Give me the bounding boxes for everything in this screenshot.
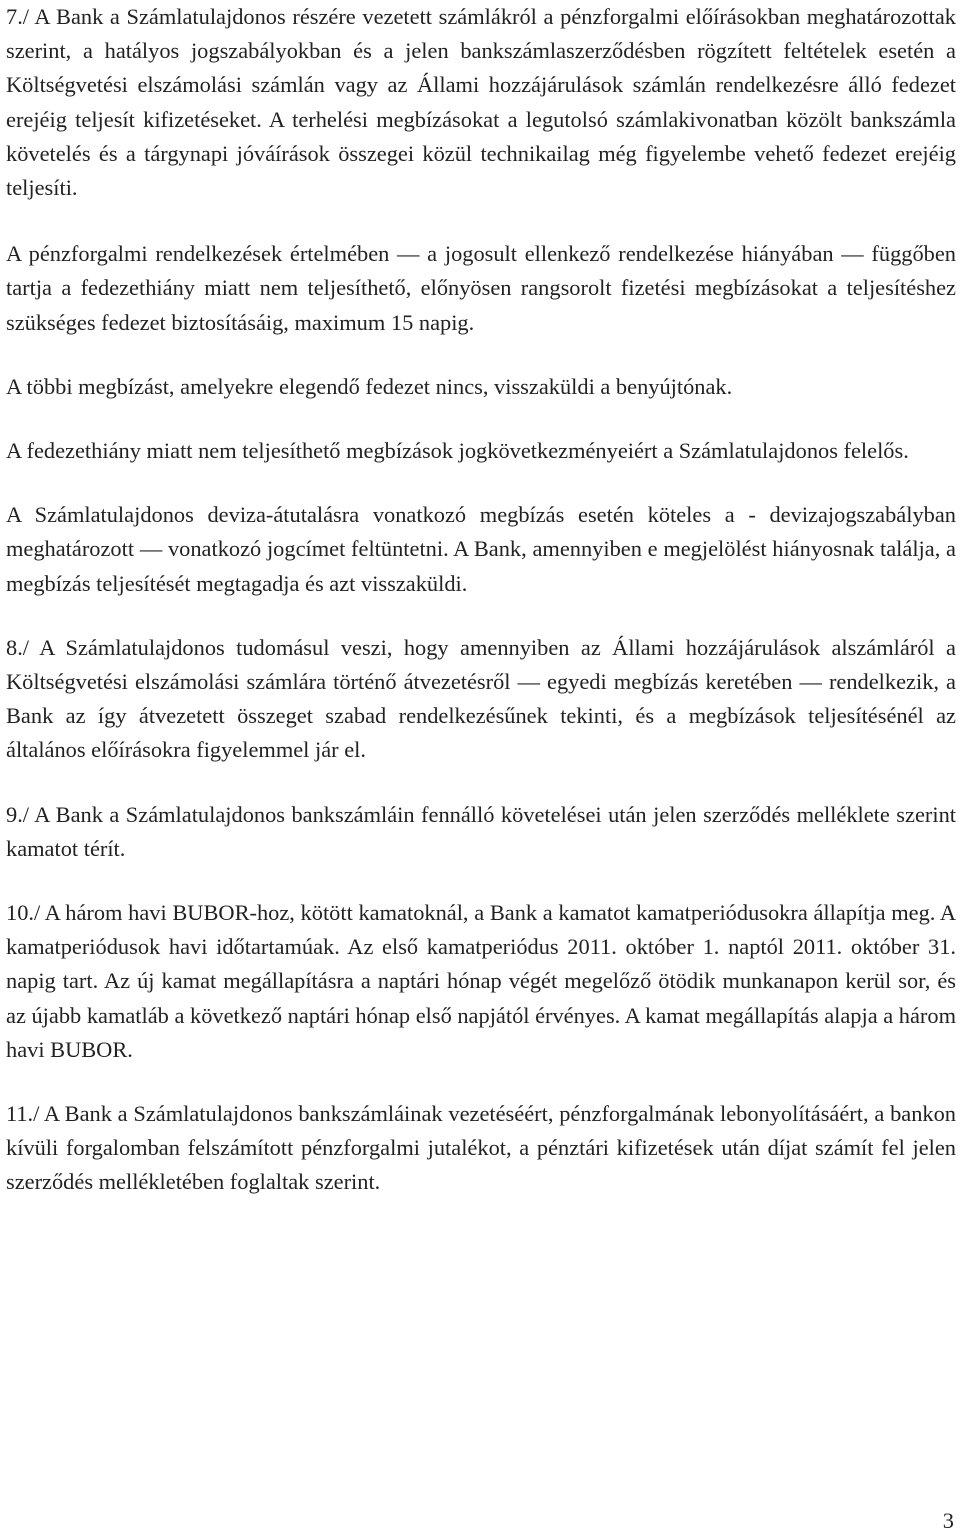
paragraph-8-transfer: 8./ A Számlatulajdonos tudomásul veszi, hogy amennyiben az Állami hozzájárulások alszámláról a Költségvetési elszámolási számlára történő átvezetésről — egyedi megbízás keretében — rendelkezik, a Bank az így átvezetett összeget szabad rendelkezésűnek tekinti, és a megbízások teljesítésénél az általános előírásokra figyelemmel jár el. (6, 634, 956, 763)
paragraph-10-bubor: 10./ A három havi BUBOR-hoz, kötött kamatoknál, a Bank a kamatot kamatperiódusokra állapítja meg. A kamatperiódusok havi időtartamúak. Az első kamatperiódus 2011. október 1. naptól 2011. október 31. napig tart. Az új kamat megállapításra a naptári hónap végét megelőző ötödik munkanapon kerül sor, és az újabb kamatláb a következő naptári hónap első napjától érvényes. A kamat megállapítás alapja a három havi BUBOR. (6, 900, 956, 1062)
paragraph-11-fees: 11./ A Bank a Számlatulajdonos bankszámláinak vezetéséért, pénzforgalmának lebonyolításáért, a bankon kívüli forgalomban felszámított pénzforgalmi jutalékot, a pénztári kifizetések után díjat számít fel jelen szerződés mellékletében foglaltak szerint. (6, 1101, 956, 1195)
paragraph-9-interest: 9./ A Bank a Számlatulajdonos bankszámláin fennálló követelései után jelen szerződés melléklete szerint kamatot térít. (6, 801, 956, 861)
paragraph-7-payments: 7./ A Bank a Számlatulajdonos részére vezetett számlákról a pénzforgalmi előírásokban meghatározottak szerint, a hatályos jogszabályokban és a jelen bankszámlaszerződésben rögzített feltételek esetén a Költségvetési elszámolási számlán vagy az Állami hozzájárulások számlán rendelkezésre álló fedezet erejéig teljesít kifizetéseket. A terhelési megbízásokat a legutolsó számlakivonatban közölt bankszámla követelés és a tárgynapi jóváírások összegei közül technikailag még figyelembe vehető fedezet erejéig teljesíti. (6, 4, 956, 201)
paragraph-liability: A fedezethiány miatt nem teljesíthető megbízások jogkövetkezményeiért a Számlatulajdonos felelős. (6, 438, 909, 464)
paragraph-pending-orders: A pénzforgalmi rendelkezések értelmében — a jogosult ellenkező rendelkezése hiányában — függőben tartja a fedezethiány miatt nem teljesíthető, előnyösen rangsorolt fizetési megbízásokat a teljesítéshez szükséges fedezet biztosításáig, maximum 15 napig. (6, 241, 956, 335)
page-number: 3 (942, 1508, 954, 1533)
document-page (6, 0, 956, 1200)
paragraph-returned-orders: A többi megbízást, amelyekre elegendő fedezet nincs, visszaküldi a benyújtónak. (6, 373, 733, 399)
paragraph-foreign-currency: A Számlatulajdonos deviza-átutalásra vonatkozó megbízás esetén köteles a - devizajogszabályban meghatározott — vonatkozó jogcímet feltüntetni. A Bank, amennyiben e megjelölést hiányosnak találja, a megbízás teljesítését megtagadja és azt visszaküldi. (6, 502, 956, 596)
